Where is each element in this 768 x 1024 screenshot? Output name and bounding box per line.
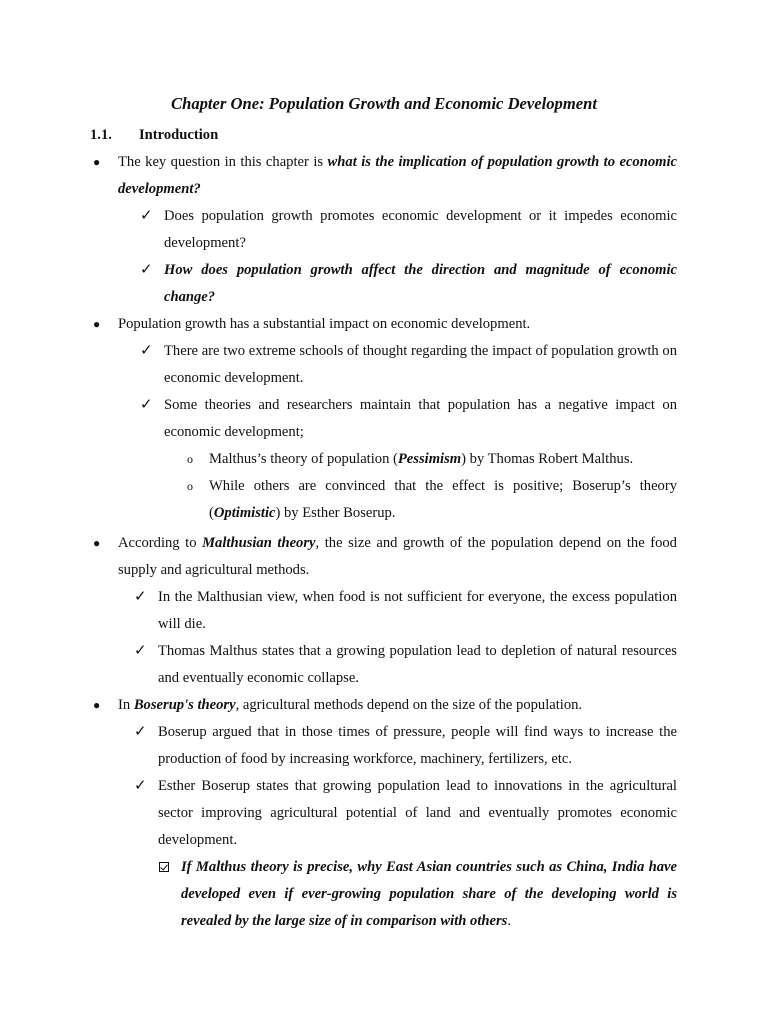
checkmark-icon: ✓ [134,643,147,659]
checked-box-icon [159,862,169,872]
malthusian-pre: According to [118,535,197,551]
malthusian-emphasis: Malthusian theory [202,535,316,551]
sub-item-direction-magnitude: How does population growth affect the direction and magnitude of economic change? [164,262,677,305]
note-malthus-precise [181,854,677,935]
key-question-emphasis: what is the implication of population growth to economic development? [118,154,678,197]
checkmark-icon: ✓ [134,724,147,740]
sub-item-promotes-or-impedes: Does population growth promotes economic development or it impedes economic development? [164,208,677,251]
boserup-pre: While others are convinced that the effect is positive; Boserup’s theory ( [209,478,677,521]
malthus-pre: Malthus’s theory of population ( [209,451,398,467]
optimistic-emphasis: Optimistic [213,505,276,521]
checkmark-icon: ✓ [140,343,153,359]
bullet-icon: ● [93,698,101,712]
list-item-key-question [118,149,677,203]
bullet-icon: ● [93,536,101,550]
chapter-title: Chapter One: Population Growth and Economic Development [171,94,597,113]
checkmark-icon: ✓ [140,262,153,278]
boserup-theory-post: , agricultural methods depend on the size of the population. [235,697,583,713]
list-item-substantial-impact: Population growth has a substantial impact on economic development. [118,316,531,332]
sub-item-depletion: Thomas Malthus states that a growing population lead to depletion of natural resources and eventually economic collapse. [158,643,677,686]
boserup-post: ) by Esther Boserup. [275,505,396,521]
note-post: . [507,913,511,929]
note-emphasis: If Malthus theory is precise, why East Asian countries such as China, India have developed even if ever-growing population share of the developing world is revealed by the large size of in comparison with others [181,859,677,929]
boserup-theory-emphasis: Boserup's theory [133,697,236,713]
bullet-icon: ● [93,155,101,169]
sub-sub-item-boserup-optimistic [209,473,677,527]
boserup-theory-pre: In [118,697,131,713]
circle-bullet-icon: o [187,452,193,466]
sub-item-two-schools: There are two extreme schools of thought regarding the impact of population growth on economic development. [164,343,677,386]
checkmark-icon: ✓ [134,589,147,605]
sub-sub-item-malthus-pessimism [209,446,677,473]
list-item-boserup-theory [118,692,677,719]
list-item-malthusian-theory [118,530,677,584]
sub-item-negative-impact: Some theories and researchers maintain that population has a negative impact on economic development; [164,397,677,440]
pessimism-emphasis: Pessimism [397,451,462,467]
sub-item-innovations: Esther Boserup states that growing population lead to innovations in the agricultural sector improving agricultural potential of land and eventually promotes economic development. [158,778,677,848]
section-number: 1.1. [90,127,112,143]
key-question-lead: The key question in this chapter is [118,154,324,170]
section-title: Introduction [139,127,219,143]
circle-bullet-icon: o [187,479,193,493]
checkmark-icon: ✓ [140,397,153,413]
sub-item-pressure: Boserup argued that in those times of pressure, people will find ways to increase the production of food by increasing workforce, machinery, fertilizers, etc. [158,724,677,767]
bullet-icon: ● [93,317,101,331]
malthusian-post: , the size and growth of the population depend on the food supply and agricultural methods. [118,535,677,578]
sub-item-excess-population: In the Malthusian view, when food is not sufficient for everyone, the excess population will die. [158,589,677,632]
checkmark-icon: ✓ [134,778,147,794]
checkmark-icon: ✓ [140,208,153,224]
malthus-post: ) by Thomas Robert Malthus. [461,451,634,467]
